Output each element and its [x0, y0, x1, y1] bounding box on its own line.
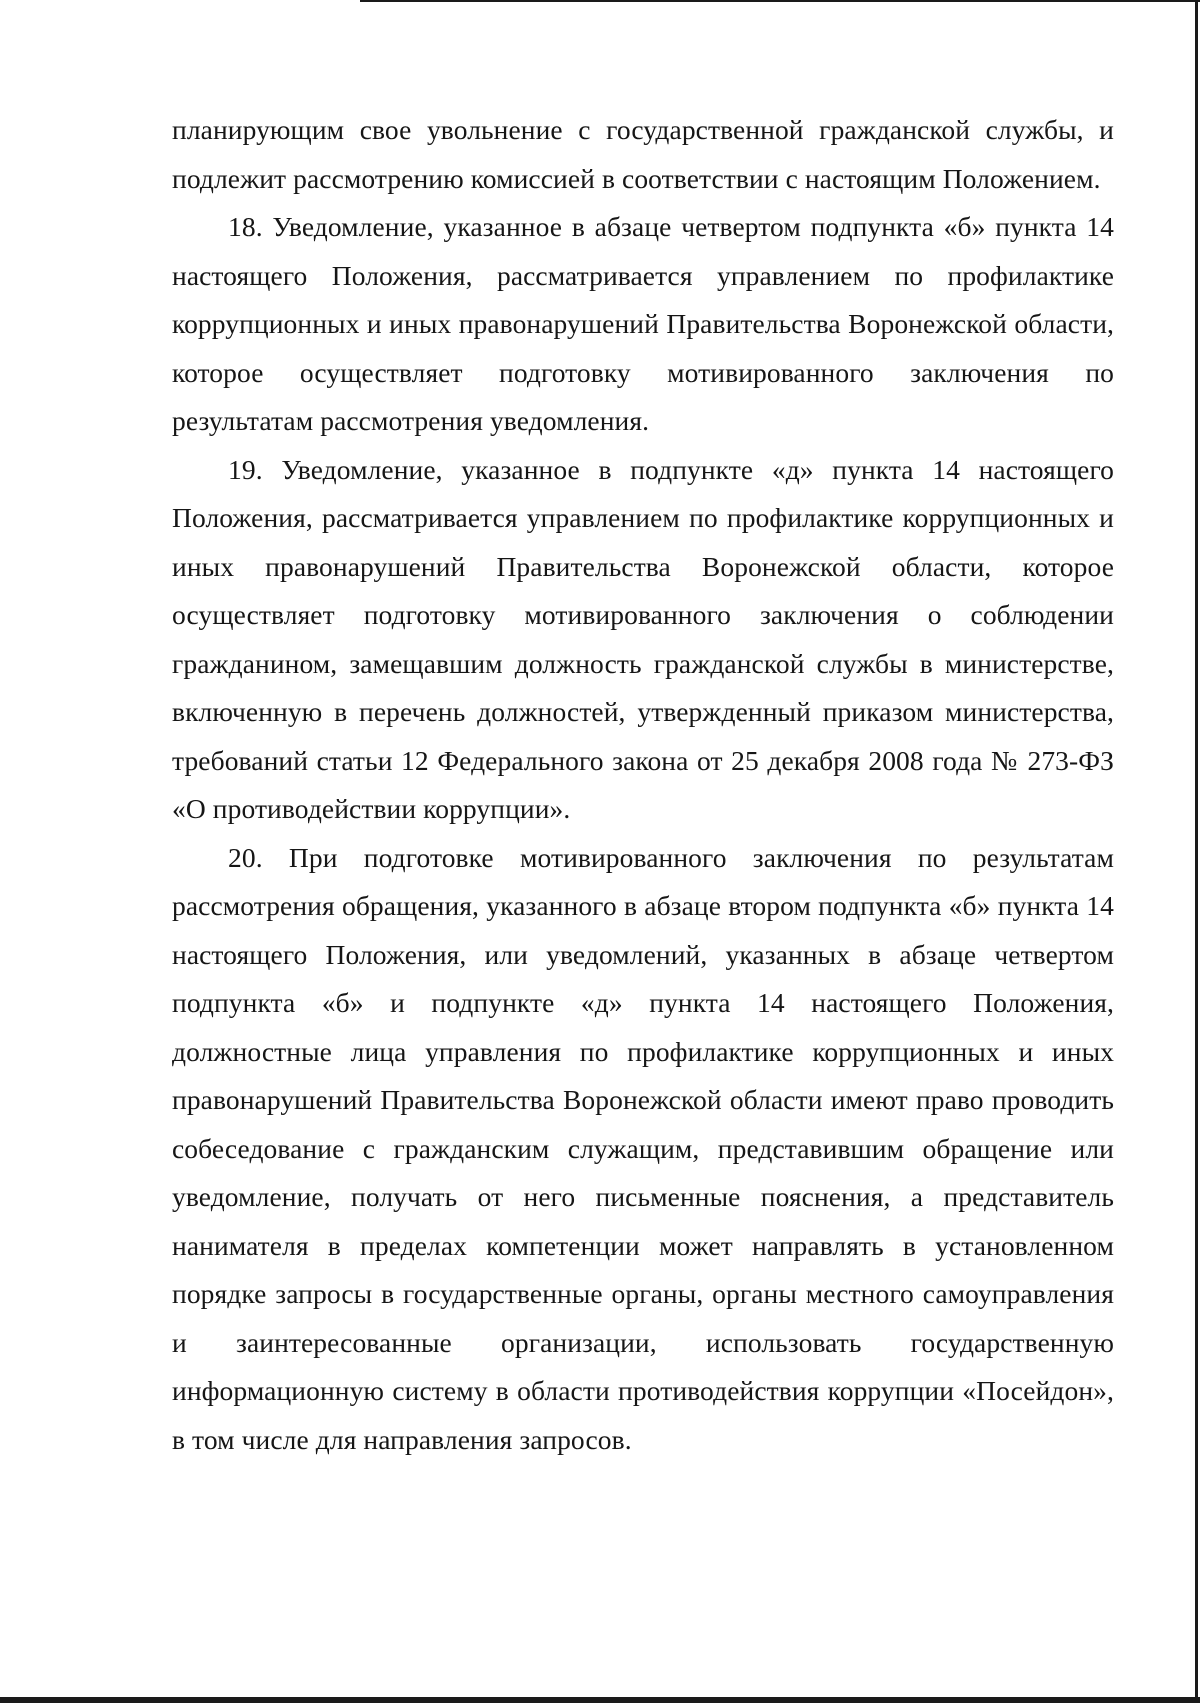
document-body — [172, 106, 1114, 1464]
paragraph-19: 19. Уведомление, указанное в подпункте «д» пункта 14 настоящего Положения, рассматривается управлением по профилактике коррупционных и иных правонарушений Правительства Воронежской области, которое осуществляет подготовку мотивированного заключения о соблюдении гражданином, замещавшим должность гражданской службы в министерстве, включенную в перечень должностей, утвержденный приказом министерства, требований статьи 12 Федерального закона от 25 декабря 2008 года № 273-ФЗ «О противодействии коррупции». — [172, 453, 1114, 824]
scan-border-right — [1195, 0, 1198, 1703]
paragraph-20: 20. При подготовке мотивированного заключения по результатам рассмотрения обращения, указанного в абзаце втором подпункта «б» пункта 14 настоящего Положения, или уведомлений, указанных в абзаце четвертом подпункта «б» и подпункте «д» пункта 14 настоящего Положения, должностные лица управления по профилактике коррупционных и иных правонарушений Правительства Воронежской области имеют право проводить собеседование с гражданским служащим, представившим обращение или уведомление, получать от него письменные пояснения, а представитель нанимателя в пределах компетенции может направлять в установленном порядке запросы в государственные органы, органы местного самоуправления и заинтересованные организации, использовать государственную информационную систему в области противодействия коррупции «Посейдон», в том числе для направления запросов. — [172, 841, 1114, 1455]
paragraph-continuation: планирующим свое увольнение с государственной гражданской службы, и подлежит рассмотрению комиссией в соответствии с настоящим Положением. — [172, 114, 1114, 194]
scan-border-top — [360, 0, 1200, 2]
paragraph-18: 18. Уведомление, указанное в абзаце четвертом подпункта «б» пункта 14 настоящего Положения, рассматривается управлением по профилактике коррупционных и иных правонарушений Правительства Воронежской области, которое осуществляет подготовку мотивированного заключения по результатам рассмотрения уведомления. — [172, 211, 1114, 436]
scan-border-bottom — [0, 1697, 1200, 1703]
